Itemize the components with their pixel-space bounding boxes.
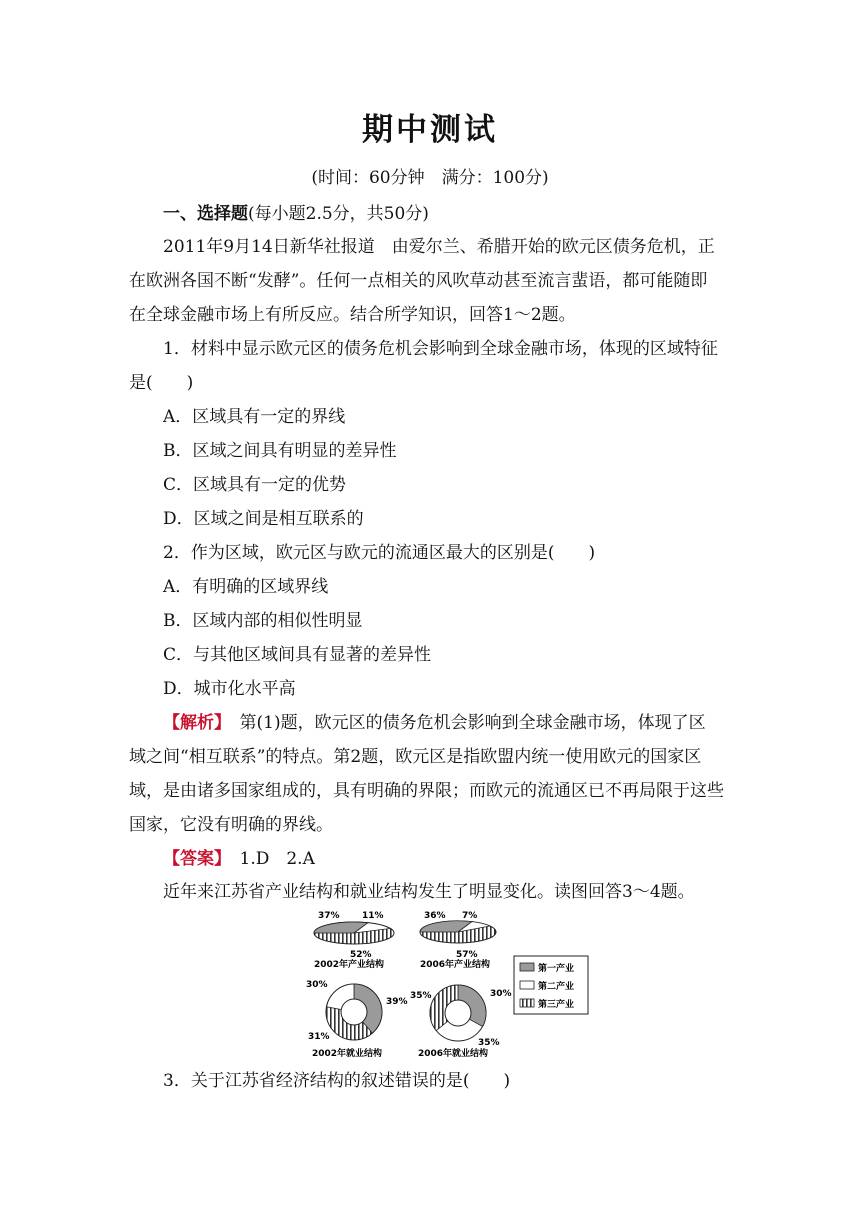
donut-2002-employment	[306, 980, 408, 1059]
legend-item: 第三产业	[538, 1000, 575, 1010]
label: 35%	[478, 1038, 500, 1048]
intro-line: 在欧洲各国不断“发酵”。任何一点相关的风吹草动甚至流言蜚语，都可能随即	[129, 271, 708, 291]
label: 36%	[424, 911, 446, 921]
section-note: (每小题2.5分，共50分)	[248, 204, 429, 224]
pie-2002-industry	[314, 911, 394, 970]
answer-line	[163, 847, 315, 871]
legend-item: 第二产业	[538, 982, 575, 992]
label: 52%	[350, 950, 372, 960]
question-1-cont: 是( )	[129, 373, 194, 393]
option-c: C．与其他区域间具有显著的差异性	[163, 645, 432, 665]
exam-info: (时间：60分钟 满分：100分)	[311, 168, 549, 188]
caption: 2006年就业结构	[418, 1049, 489, 1059]
option-a: A．区域具有一定的界线	[163, 407, 346, 427]
option-b: B．区域内部的相似性明显	[163, 611, 363, 631]
label: 39%	[386, 997, 408, 1007]
analysis-text: 第(1)题，欧元区的债务危机会影响到全球金融市场，体现了区	[239, 713, 706, 733]
intro-2: 近年来江苏省产业结构和就业结构发生了明显变化。读图回答3～4题。	[163, 882, 695, 902]
page-title: 期中测试	[362, 112, 498, 148]
answer-text: 1.D 2.A	[239, 849, 315, 869]
label: 37%	[318, 911, 340, 921]
legend	[514, 956, 588, 1014]
legend-item: 第一产业	[538, 964, 575, 974]
caption: 2002年就业结构	[312, 1049, 383, 1059]
option-c: C．区域具有一定的优势	[163, 475, 347, 495]
analysis-line: 域，是由诸多国家组成的，具有明确的界限；而欧元的流通区已不再局限于这些	[129, 781, 724, 801]
question-2: 2．作为区域，欧元区与欧元的流通区最大的区别是( )	[163, 543, 596, 563]
question-1: 1．材料中显示欧元区的债务危机会影响到全球金融市场，体现的区域特征	[163, 339, 718, 359]
analysis-line	[163, 711, 706, 735]
donut-2006-employment	[410, 985, 512, 1059]
label: 7%	[462, 911, 478, 921]
option-d: D．城市化水平高	[163, 679, 296, 699]
intro-line: 在全球金融市场上有所反应。结合所学知识，回答1～2题。	[129, 305, 576, 325]
label: 35%	[410, 991, 432, 1001]
caption: 2006年产业结构	[420, 960, 491, 970]
label: 11%	[362, 911, 384, 921]
intro-line: 2011年9月14日新华社报道 由爱尔兰、希腊开始的欧元区债务危机，正	[163, 237, 715, 257]
option-a: A．有明确的区域界线	[163, 577, 329, 597]
section-title: 一、选择题	[163, 204, 248, 224]
analysis-label: 【解析】	[163, 713, 223, 733]
label: 30%	[490, 989, 512, 999]
label: 31%	[308, 1032, 330, 1042]
structure-figure	[306, 900, 616, 1062]
analysis-line: 国家，它没有明确的界线。	[129, 815, 333, 835]
answer-label: 【答案】	[163, 849, 223, 869]
caption: 2002年产业结构	[314, 960, 385, 970]
section-heading	[163, 202, 429, 226]
analysis-line: 域之间“相互联系”的特点。第2题，欧元区是指欧盟内统一使用欧元的国家区	[129, 747, 702, 767]
question-3: 3．关于江苏省经济结构的叙述错误的是( )	[163, 1071, 511, 1091]
label: 30%	[306, 980, 328, 990]
option-b: B．区域之间具有明显的差异性	[163, 441, 397, 461]
label: 57%	[456, 950, 478, 960]
option-d: D．区域之间是相互联系的	[163, 509, 364, 529]
pie-2006-industry	[420, 911, 496, 970]
